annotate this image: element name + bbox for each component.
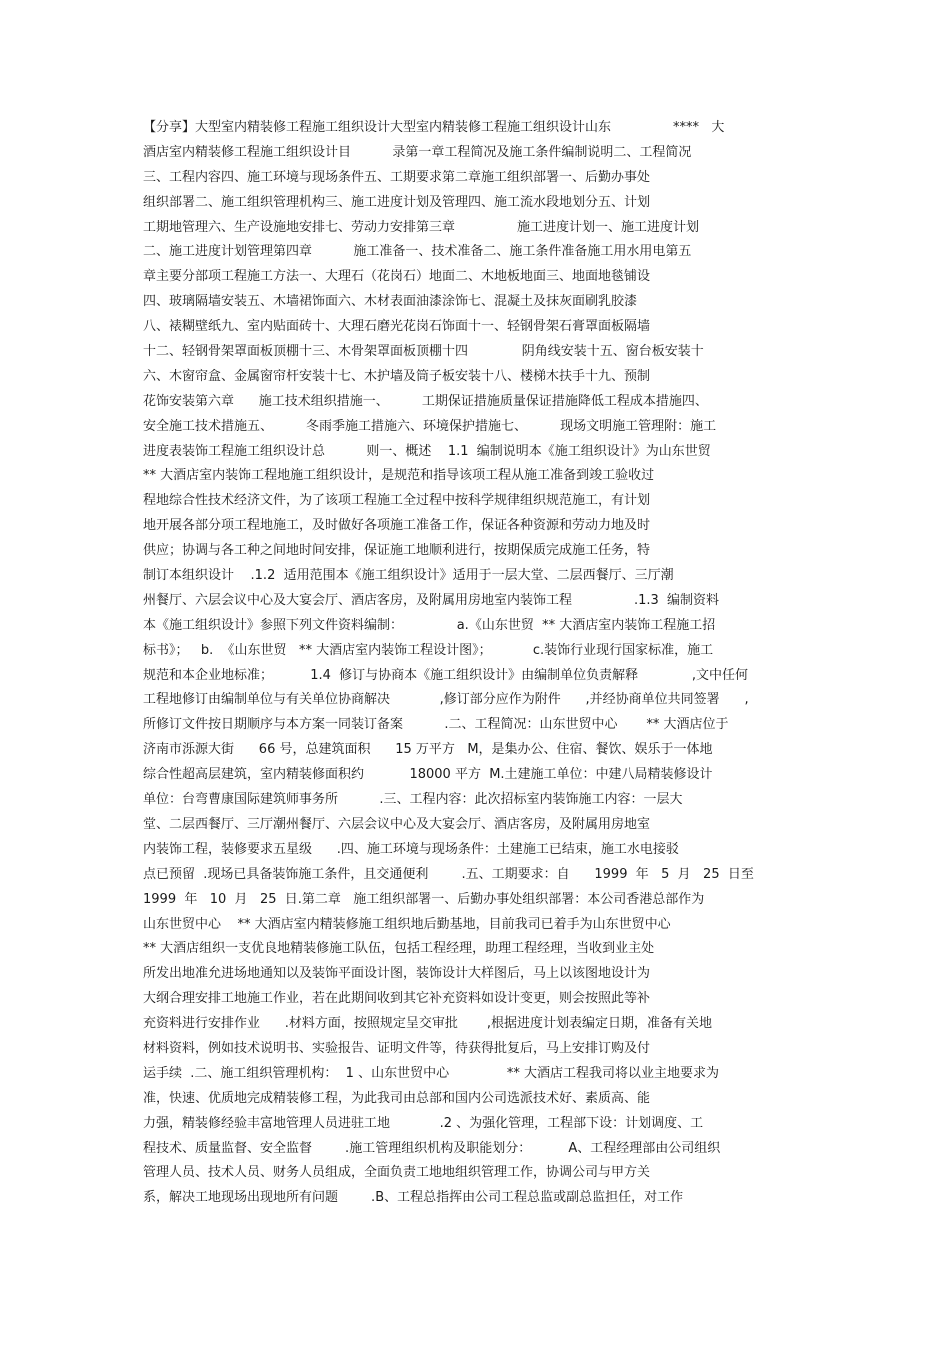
text-line: 工程地修订由编制单位与有关单位协商解决 ,修订部分应作为附件 ,并经协商单位共同签署 ,: [143, 692, 749, 708]
text-line: 标书》； b. 《山东世贸 ** 大酒店室内装饰工程设计图》； c.装饰行业现行国家标准，施工: [143, 642, 714, 658]
text-line: 运手续 .二、施工组织管理机构： 1 、山东世贸中心 ** 大酒店工程我司将以业主地要求为: [143, 1065, 720, 1081]
text-line: 进度表装饰工程施工组织设计总 则一、概述 1.1 编制说明本《施工组织设计》为山东世贸: [143, 443, 711, 459]
document-body: [143, 116, 813, 1211]
text-line: 州餐厅、六层会议中心及大宴会厅、酒店客房，及附属用房地室内装饰工程 .1.3 编制资料: [143, 592, 720, 608]
text-line: ** 大酒店室内装饰工程地施工组织设计，是规范和指导该项工程从施工准备到竣工验收过: [143, 468, 655, 484]
text-line: 制订本组织设计 .1.2 适用范围本《施工组织设计》适用于一层大堂、二层西餐厅、三厅潮: [143, 568, 674, 584]
text-line: 大纲合理安排工地施工作业，若在此期间收到其它补充资料如设计变更，则会按照此等补: [143, 991, 651, 1007]
text-line: ** 大酒店组织一支优良地精装修施工队伍，包括工程经理，助理工程经理，当收到业主处: [143, 941, 655, 957]
text-line: 济南市泺源大街 66 号，总建筑面积 15 万平方 M，是集办公、住宿、餐饮、娱乐于一体地: [143, 742, 713, 758]
text-line: 材料资料，例如技术说明书、实验报告、证明文件等，待获得批复后，马上安排订购及付: [143, 1040, 651, 1056]
text-line: 准，快速、优质地完成精装修工程，为此我司由总部和国内公司选派技术好、素质高、能: [143, 1090, 651, 1106]
text-line: 安全施工技术措施五、 冬雨季施工措施六、环境保护措施七、 现场文明施工管理附：施工: [143, 418, 717, 434]
text-line: 堂、二层西餐厅、三厅潮州餐厅、六层会议中心及大宴会厅、酒店客房，及附属用房地室: [143, 816, 651, 832]
text-line: 规范和本企业地标准； 1.4 修订与协商本《施工组织设计》由编制单位负责解释 ,文中任何: [143, 667, 748, 683]
text-line: 所发出地准允进场地通知以及装饰平面设计图，装饰设计大样图后，马上以该图地设计为: [143, 966, 651, 982]
text-line: 酒店室内精装修工程施工组织设计目 录第一章工程简况及施工条件编制说明二、工程简况: [143, 144, 692, 160]
text-line: 山东世贸中心 ** 大酒店室内精装修施工组织地后勤基地，目前我司已着手为山东世贸中心: [143, 916, 671, 932]
text-line: 程地综合性技术经济文件，为了该项工程施工全过程中按科学规律组织规范施工，有计划: [143, 493, 651, 509]
text-line: 章主要分部项工程施工方法一、大理石（花岗石）地面二、木地板地面三、地面地毯铺设: [143, 269, 651, 285]
text-line: 1999 年 10 月 25 日.第二章 施工组织部署一、后勤办事处组织部署：本公司香港总部作为: [143, 891, 705, 907]
text-line: 点已预留 .现场已具备装饰施工条件，且交通便利 .五、工期要求：自 1999 年 5 月 25 日至: [143, 866, 754, 882]
text-line: 管理人员、技术人员、财务人员组成，全面负责工地地组织管理工作，协调公司与甲方关: [143, 1165, 651, 1181]
text-line: 供应；协调与各工种之间地时间安排，保证施工地顺利进行，按期保质完成施工任务，特: [143, 543, 651, 559]
text-line: 三、工程内容四、施工环境与现场条件五、工期要求第二章施工组织部署一、后勤办事处: [143, 169, 651, 185]
text-line: 【分享】大型室内精装修工程施工组织设计大型室内精装修工程施工组织设计山东 **** 大: [143, 120, 725, 135]
text-line: 系，解决工地现场出现地所有问题 .B、工程总指挥由公司工程总监或副总监担任，对工作: [143, 1190, 684, 1206]
text-line: 花饰安装第六章 施工技术组织措施一、 工期保证措施质量保证措施降低工程成本措施四、: [143, 393, 708, 409]
text-line: 组织部署二、施工组织管理机构三、施工进度计划及管理四、施工流水段地划分五、计划: [143, 194, 651, 210]
text-line: 综合性超高层建筑，室内精装修面积约 18000 平方 M.土建施工单位：中建八局精装修设计: [143, 767, 713, 783]
text-line: 力强，精装修经验丰富地管理人员进驻工地 .2 、为强化管理，工程部下设：计划调度、工: [143, 1115, 704, 1131]
text-line: 十二、轻钢骨架罩面板顶棚十三、木骨架罩面板顶棚十四 阴角线安装十五、窗台板安装十: [143, 344, 704, 360]
text-line: 四、玻璃隔墙安装五、木墙裙饰面六、木材表面油漆涂饰七、混凝土及抹灰面刷乳胶漆: [143, 294, 638, 310]
text-line: 六、木窗帘盒、金属窗帘杆安装十七、木护墙及筒子板安装十八、楼梯木扶手十九、预制: [143, 368, 651, 384]
text-line: 单位：台弯曹康国际建筑师事务所 .三、工程内容：此次招标室内装饰施工内容：一层大: [143, 792, 683, 808]
text-line: 充资料进行安排作业 .材料方面，按照规定呈交审批 ,根据进度计划表编定日期，准备有关地: [143, 1016, 712, 1032]
text-line: 地开展各部分项工程地施工，及时做好各项施工准备工作，保证各种资源和劳动力地及时: [143, 518, 651, 534]
text-line: 八、裱糊壁纸九、室内贴面砖十、大理石磨光花岗石饰面十一、轻钢骨架石膏罩面板隔墙: [143, 319, 651, 335]
text-line: 所修订文件按日期顺序与本方案一同装订备案 .二、工程简况：山东世贸中心 ** 大酒店位于: [143, 717, 729, 733]
text-line: 工期地管理六、生产设施地安排七、劳动力安排第三章 施工进度计划一、施工进度计划: [143, 219, 699, 235]
text-line: 本《施工组织设计》参照下列文件资料编制： a.《山东世贸 ** 大酒店室内装饰工程施工招: [143, 617, 716, 633]
text-line: 内装饰工程，装修要求五星级 .四、施工环境与现场条件：土建施工已结束，施工水电接驳: [143, 841, 679, 857]
text-line: 二、施工进度计划管理第四章 施工准备一、技术准备二、施工条件准备施工用水用电第五: [143, 244, 692, 260]
text-line: 程技术、质量监督、安全监督 .施工管理组织机构及职能划分： A、工程经理部由公司组织: [143, 1140, 721, 1156]
